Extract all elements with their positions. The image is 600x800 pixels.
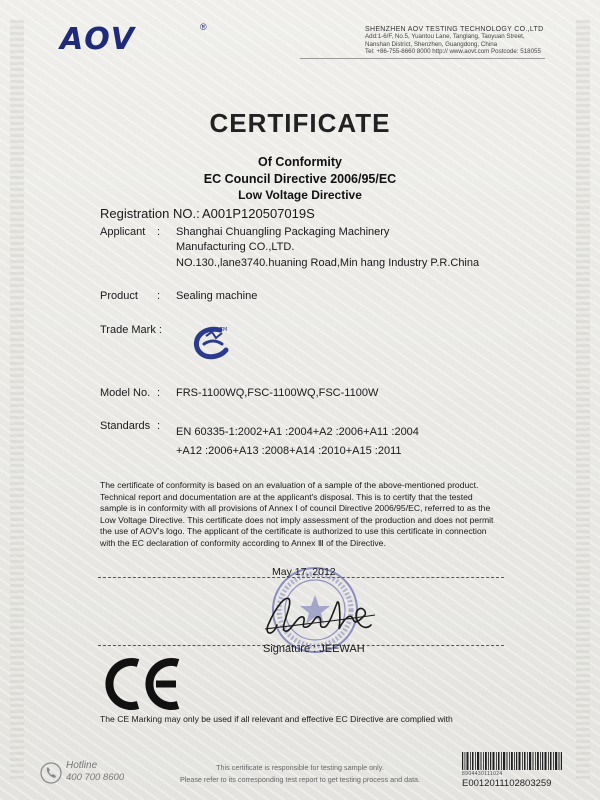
footer-note-line2: Please refer to its corresponding test report to get testing process and data. (179, 775, 421, 784)
applicant-label: Applicant (100, 226, 146, 238)
signature-label: Signature : JEEWAH (263, 643, 365, 655)
standards-line1: EN 60335-1:2002+A1 :2004+A2 :2006+A11 :2004 (176, 426, 419, 438)
footer-note-line1: This certificate is responsible for testing sample only. (216, 763, 384, 772)
company-contact: Tel: +86-755-8660 8000 http:// www.aovt.com Postcode: 518055 (365, 48, 541, 56)
conformity-statement (100, 480, 508, 550)
subtitle-directive: EC Council Directive 2006/95/EC (203, 172, 397, 186)
registration-label: Registration NO.: (100, 206, 200, 221)
standards-colon: : (157, 420, 161, 432)
statement-line: the use of AOV's logo. The applicant of the certificate is authorized to use this certificate in connection (100, 526, 487, 537)
product-colon: : (157, 290, 161, 302)
product-value: Sealing machine (176, 290, 258, 302)
company-address-line1: Add:1-6/F, No.5, Yuantou Lane, Tanglang, Taoyuan Street, (365, 33, 525, 41)
model-value: FRS-1100WQ,FSC-1100WQ,FSC-1100W (176, 387, 379, 399)
trademark-logo-icon (190, 322, 232, 362)
handwritten-signature (255, 585, 385, 645)
header-divider (300, 58, 545, 59)
serial-number: E0012011102803259 (462, 778, 552, 789)
standards-line2: +A12 :2006+A13 :2008+A14 :2010+A15 :2011 (176, 445, 402, 457)
applicant-address: NO.130.,lane3740.huaning Road,Min hang Industry P.R.China (176, 257, 480, 269)
registration-number: A001P120507019S (202, 206, 315, 221)
certificate-title: CERTIFICATE (209, 108, 391, 138)
logo-text: AOV (60, 22, 136, 57)
statement-line: with the EC declaration of conformity according to Annex Ⅲ of the Directive. (100, 537, 386, 548)
trade-mark-label: Trade Mark : (100, 324, 162, 336)
ce-marking-note: The CE Marking may only be used if all relevant and effective EC Directive are complied with (100, 714, 453, 724)
registered-mark: ® (200, 22, 207, 32)
statement-line: sample is in conformity with all provisions of Annex I of council Directive 2006/95/EC, referred to as the (100, 503, 491, 514)
product-label: Product (100, 290, 138, 302)
signature-date: May 17, 2012 (272, 566, 336, 578)
model-label: Model No. (100, 387, 151, 399)
company-name: SHENZHEN AOV TESTING TECHNOLOGY CO.,LTD (365, 26, 544, 33)
applicant-line1: Shanghai Chuangling Packaging Machinery (176, 226, 390, 238)
applicant-line2: Manufacturing CO.,LTD. (176, 241, 295, 253)
barcode-icon (462, 752, 562, 770)
company-info (365, 26, 545, 56)
aov-logo (60, 22, 207, 57)
barcode-digits: 8904430111024 (462, 771, 503, 777)
applicant-colon: : (157, 226, 161, 238)
company-address-line2: Nanshan District, Shenzhen, Guangdong, China (365, 40, 498, 48)
svg-text:TM: TM (220, 327, 228, 333)
statement-line: The certificate of conformity is based on an evaluation of a sample of the above-mentioned product. (100, 480, 479, 490)
statement-line: Technical report and documentation are at the applicant's disposal. This is to certify that the tested (100, 491, 473, 502)
ce-mark-icon (104, 655, 184, 713)
subtitle-low-voltage: Low Voltage Directive (238, 188, 362, 202)
model-colon: : (157, 387, 161, 399)
standards-label: Standards (100, 420, 151, 432)
subtitle-conformity: Of Conformity (257, 155, 343, 169)
statement-line: Low Voltage Directive. This certificate does not imply assessment of the production and does not permit (100, 514, 494, 525)
hotline-label: Hotline (66, 760, 98, 771)
hotline-number: 400 700 8600 (66, 772, 125, 783)
